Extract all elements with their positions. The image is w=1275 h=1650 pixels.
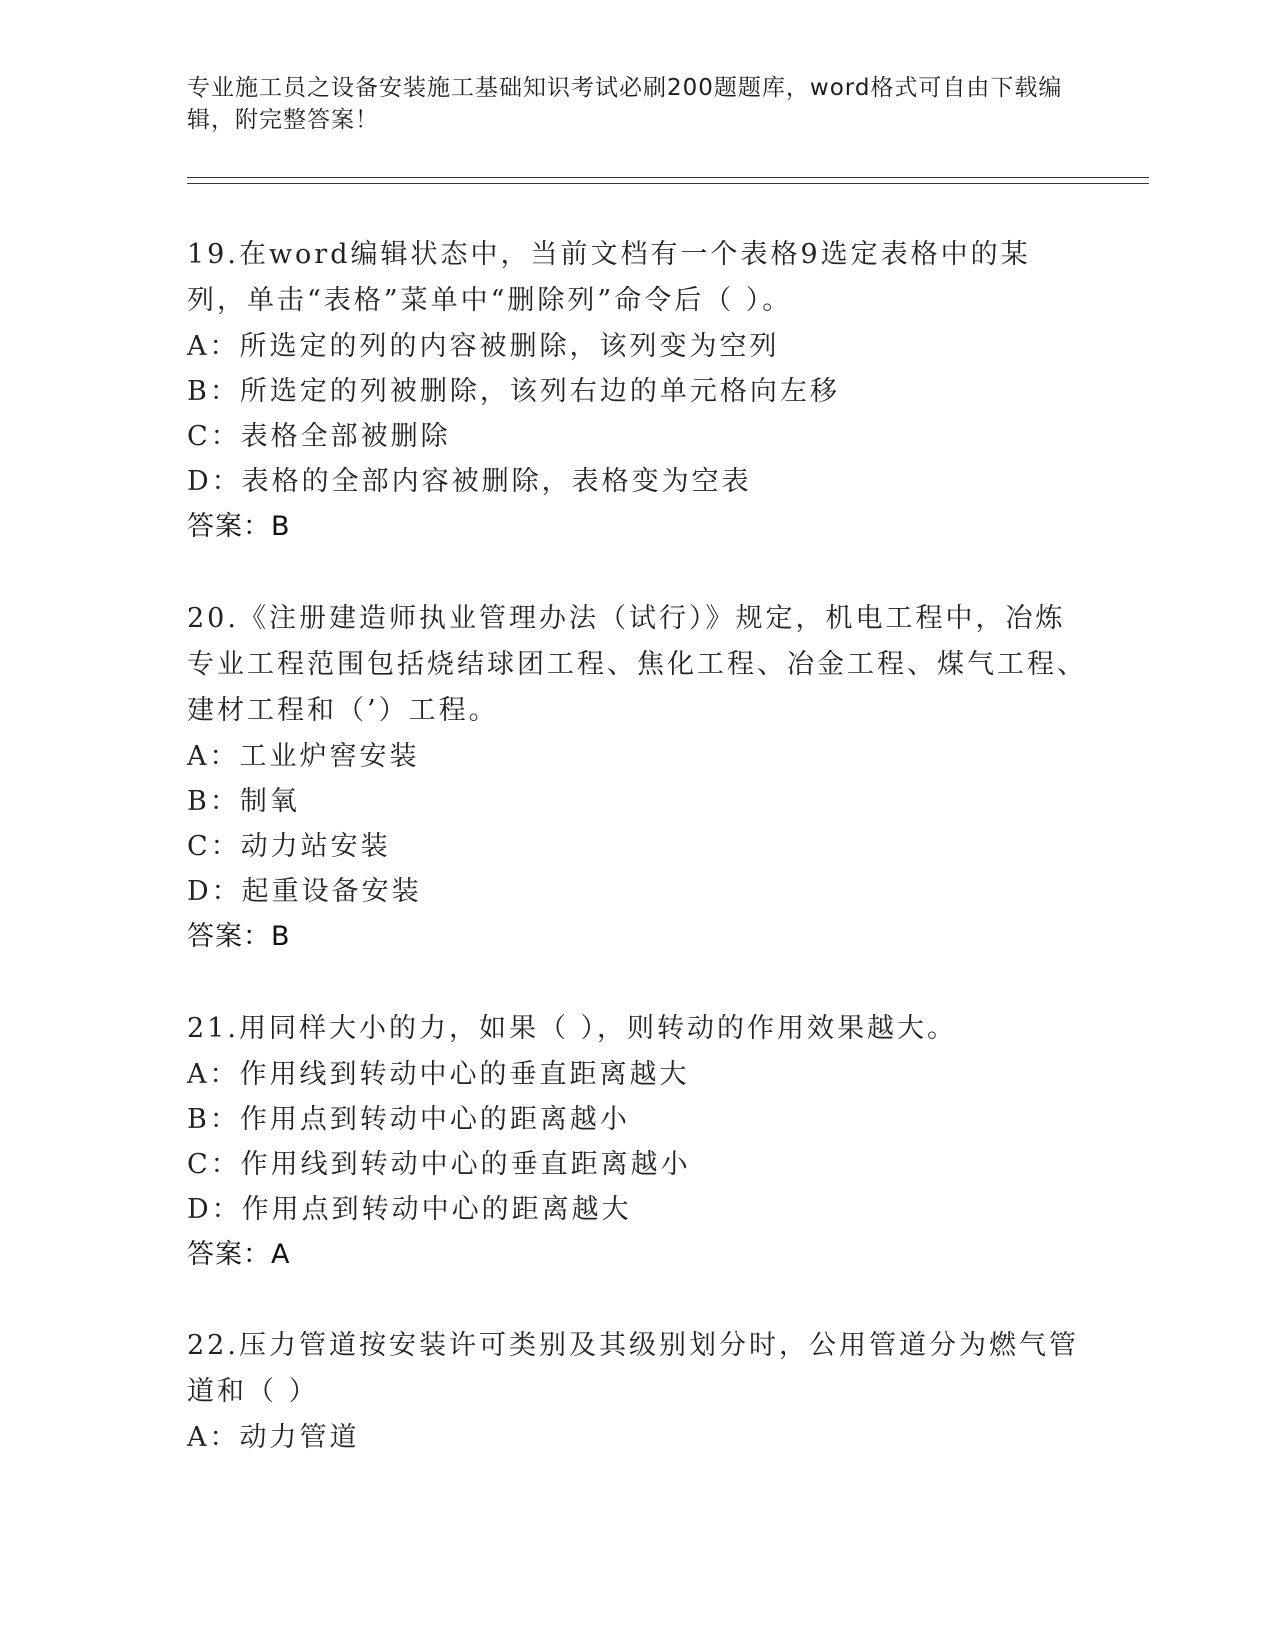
question-stem: 21.用同样大小的力，如果（ ），则转动的作用效果越大。 [187, 1013, 958, 1044]
option-d: D：起重设备安装 [187, 876, 422, 907]
option-b: B：制氧 [187, 786, 300, 817]
answer-label: 答案：B [187, 511, 291, 542]
question-stem: 20.《注册建造师执业管理办法（试行）》规定，机电工程中，冶炼专业工程范围包括烧结球团工程、焦化工程、冶金工程、煤气工程、建材工程和（’）工程。 [187, 603, 1087, 726]
question-21 [187, 1006, 1087, 1277]
option-a: A：动力管道 [187, 1422, 360, 1453]
option-a: A：所选定的列的内容被删除，该列变为空列 [187, 331, 780, 362]
option-d: D：表格的全部内容被删除，表格变为空表 [187, 466, 752, 497]
answer-label: 答案：A [187, 1239, 291, 1270]
answer-label: 答案：B [187, 921, 291, 952]
option-c: C：表格全部被删除 [187, 421, 451, 452]
question-22 [187, 1323, 1087, 1460]
document-header-title: 专业施工员之设备安装施工基础知识考试必刷200题题库，word格式可自由下载编辑，附完整答案！ [187, 75, 1063, 133]
option-c: C：作用线到转动中心的垂直距离越小 [187, 1149, 691, 1180]
question-stem: 19.在word编辑状态中，当前文档有一个表格9选定表格中的某列，单击“表格”菜单中“删除列”命令后（ ）。 [187, 239, 1031, 316]
question-19 [187, 232, 1087, 549]
option-b: B：所选定的列被删除，该列右边的单元格向左移 [187, 376, 840, 407]
header-divider [187, 177, 1149, 184]
option-a: A：工业炉窖安装 [187, 741, 420, 772]
option-a: A：作用线到转动中心的垂直距离越大 [187, 1059, 690, 1090]
option-d: D：作用点到转动中心的距离越大 [187, 1194, 632, 1225]
question-20 [187, 596, 1087, 959]
question-stem: 22.压力管道按安装许可类别及其级别划分时，公用管道分为燃气管道和（ ） [187, 1330, 1079, 1407]
option-b: B：作用点到转动中心的距离越小 [187, 1104, 630, 1135]
option-c: C：动力站安装 [187, 831, 391, 862]
